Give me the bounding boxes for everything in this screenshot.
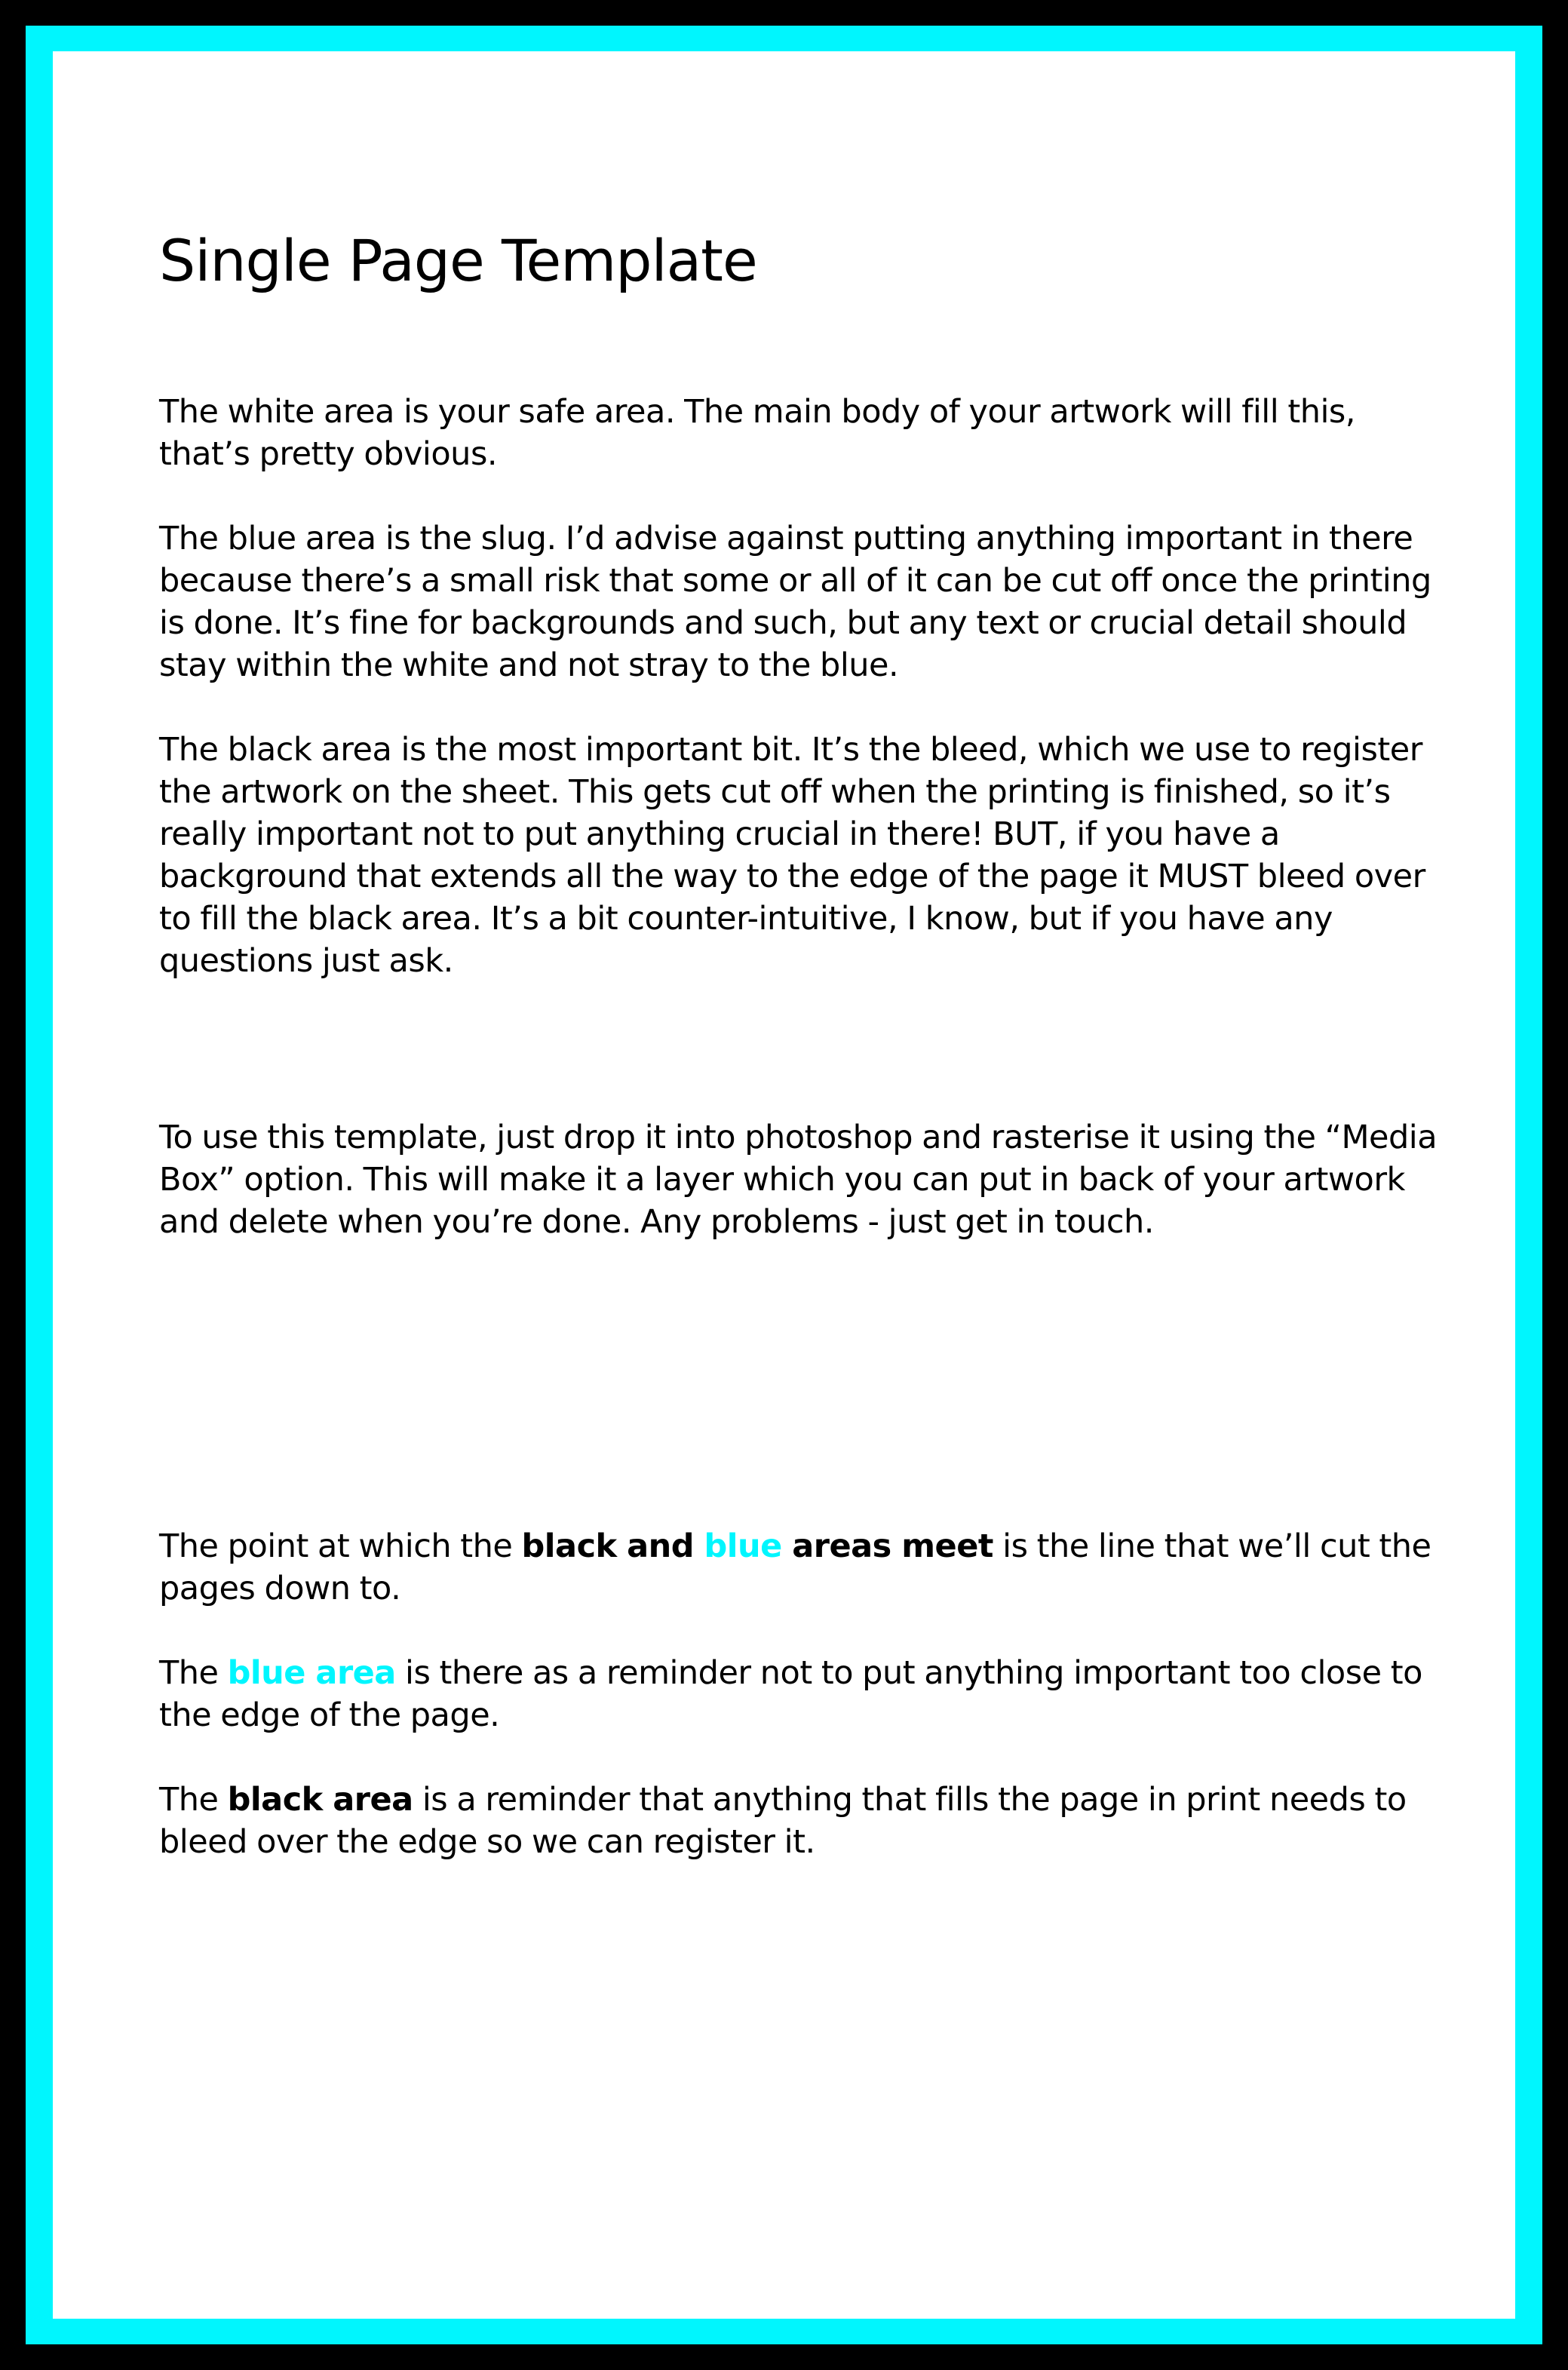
note-black-area-after: is a reminder that anything that fills the page in print needs to bleed over the edge so we can register it. — [159, 1781, 1407, 1861]
note-blue-area-after: is there as a reminder not to put anything important too close to the edge of the page. — [159, 1654, 1422, 1734]
note-blue-area-cyan: blue area — [227, 1654, 396, 1692]
note-black-area-before: The — [159, 1781, 228, 1819]
paragraph-safe-area: The white area is your safe area. The main body of your artwork will fill this, that’s pretty obvious. — [159, 393, 1355, 473]
note-cut-line-bold1: black and — [521, 1527, 704, 1565]
note-cut-line-cyan: blue — [704, 1527, 782, 1565]
page-title: Single Page Template — [159, 227, 757, 294]
note-black-area — [159, 1779, 1441, 1863]
note-cut-line-bold2: areas meet — [781, 1527, 993, 1565]
note-black-area-bold: black area — [227, 1781, 413, 1819]
note-blue-area — [159, 1652, 1441, 1736]
note-cut-line-before: The point at which the — [159, 1527, 522, 1565]
paragraph-usage: To use this template, just drop it into photoshop and rasterise it using the “Media Box” option. This will make it a layer which you can put in back of your artwork and delete when you’re done. Any problems - just get in touch. — [159, 1119, 1438, 1241]
note-cut-line-after: is the line that we’ll cut the pages down to. — [159, 1527, 1431, 1607]
note-blue-area-before: The — [159, 1654, 228, 1692]
note-cut-line — [159, 1525, 1441, 1610]
paragraph-slug: The blue area is the slug. I’d advise against putting anything important in there because there’s a small risk that some or all of it can be cut off once the printing is done. It’s fine for backgrounds and such, but any text or crucial detail should stay within the white and not stray to the blue. — [159, 520, 1431, 684]
document-content — [159, 226, 1441, 1861]
paragraph-bleed: The black area is the most important bit. It’s the bleed, which we use to register the artwork on the sheet. This gets cut off when the printing is finished, so it’s really important not to put anything crucial in there! BUT, if you have a background that extends all the way to the edge of the page it MUST bleed over to fill the black area. It’s a bit counter-intuitive, I know, but if you have any questions just ask. — [159, 731, 1425, 980]
